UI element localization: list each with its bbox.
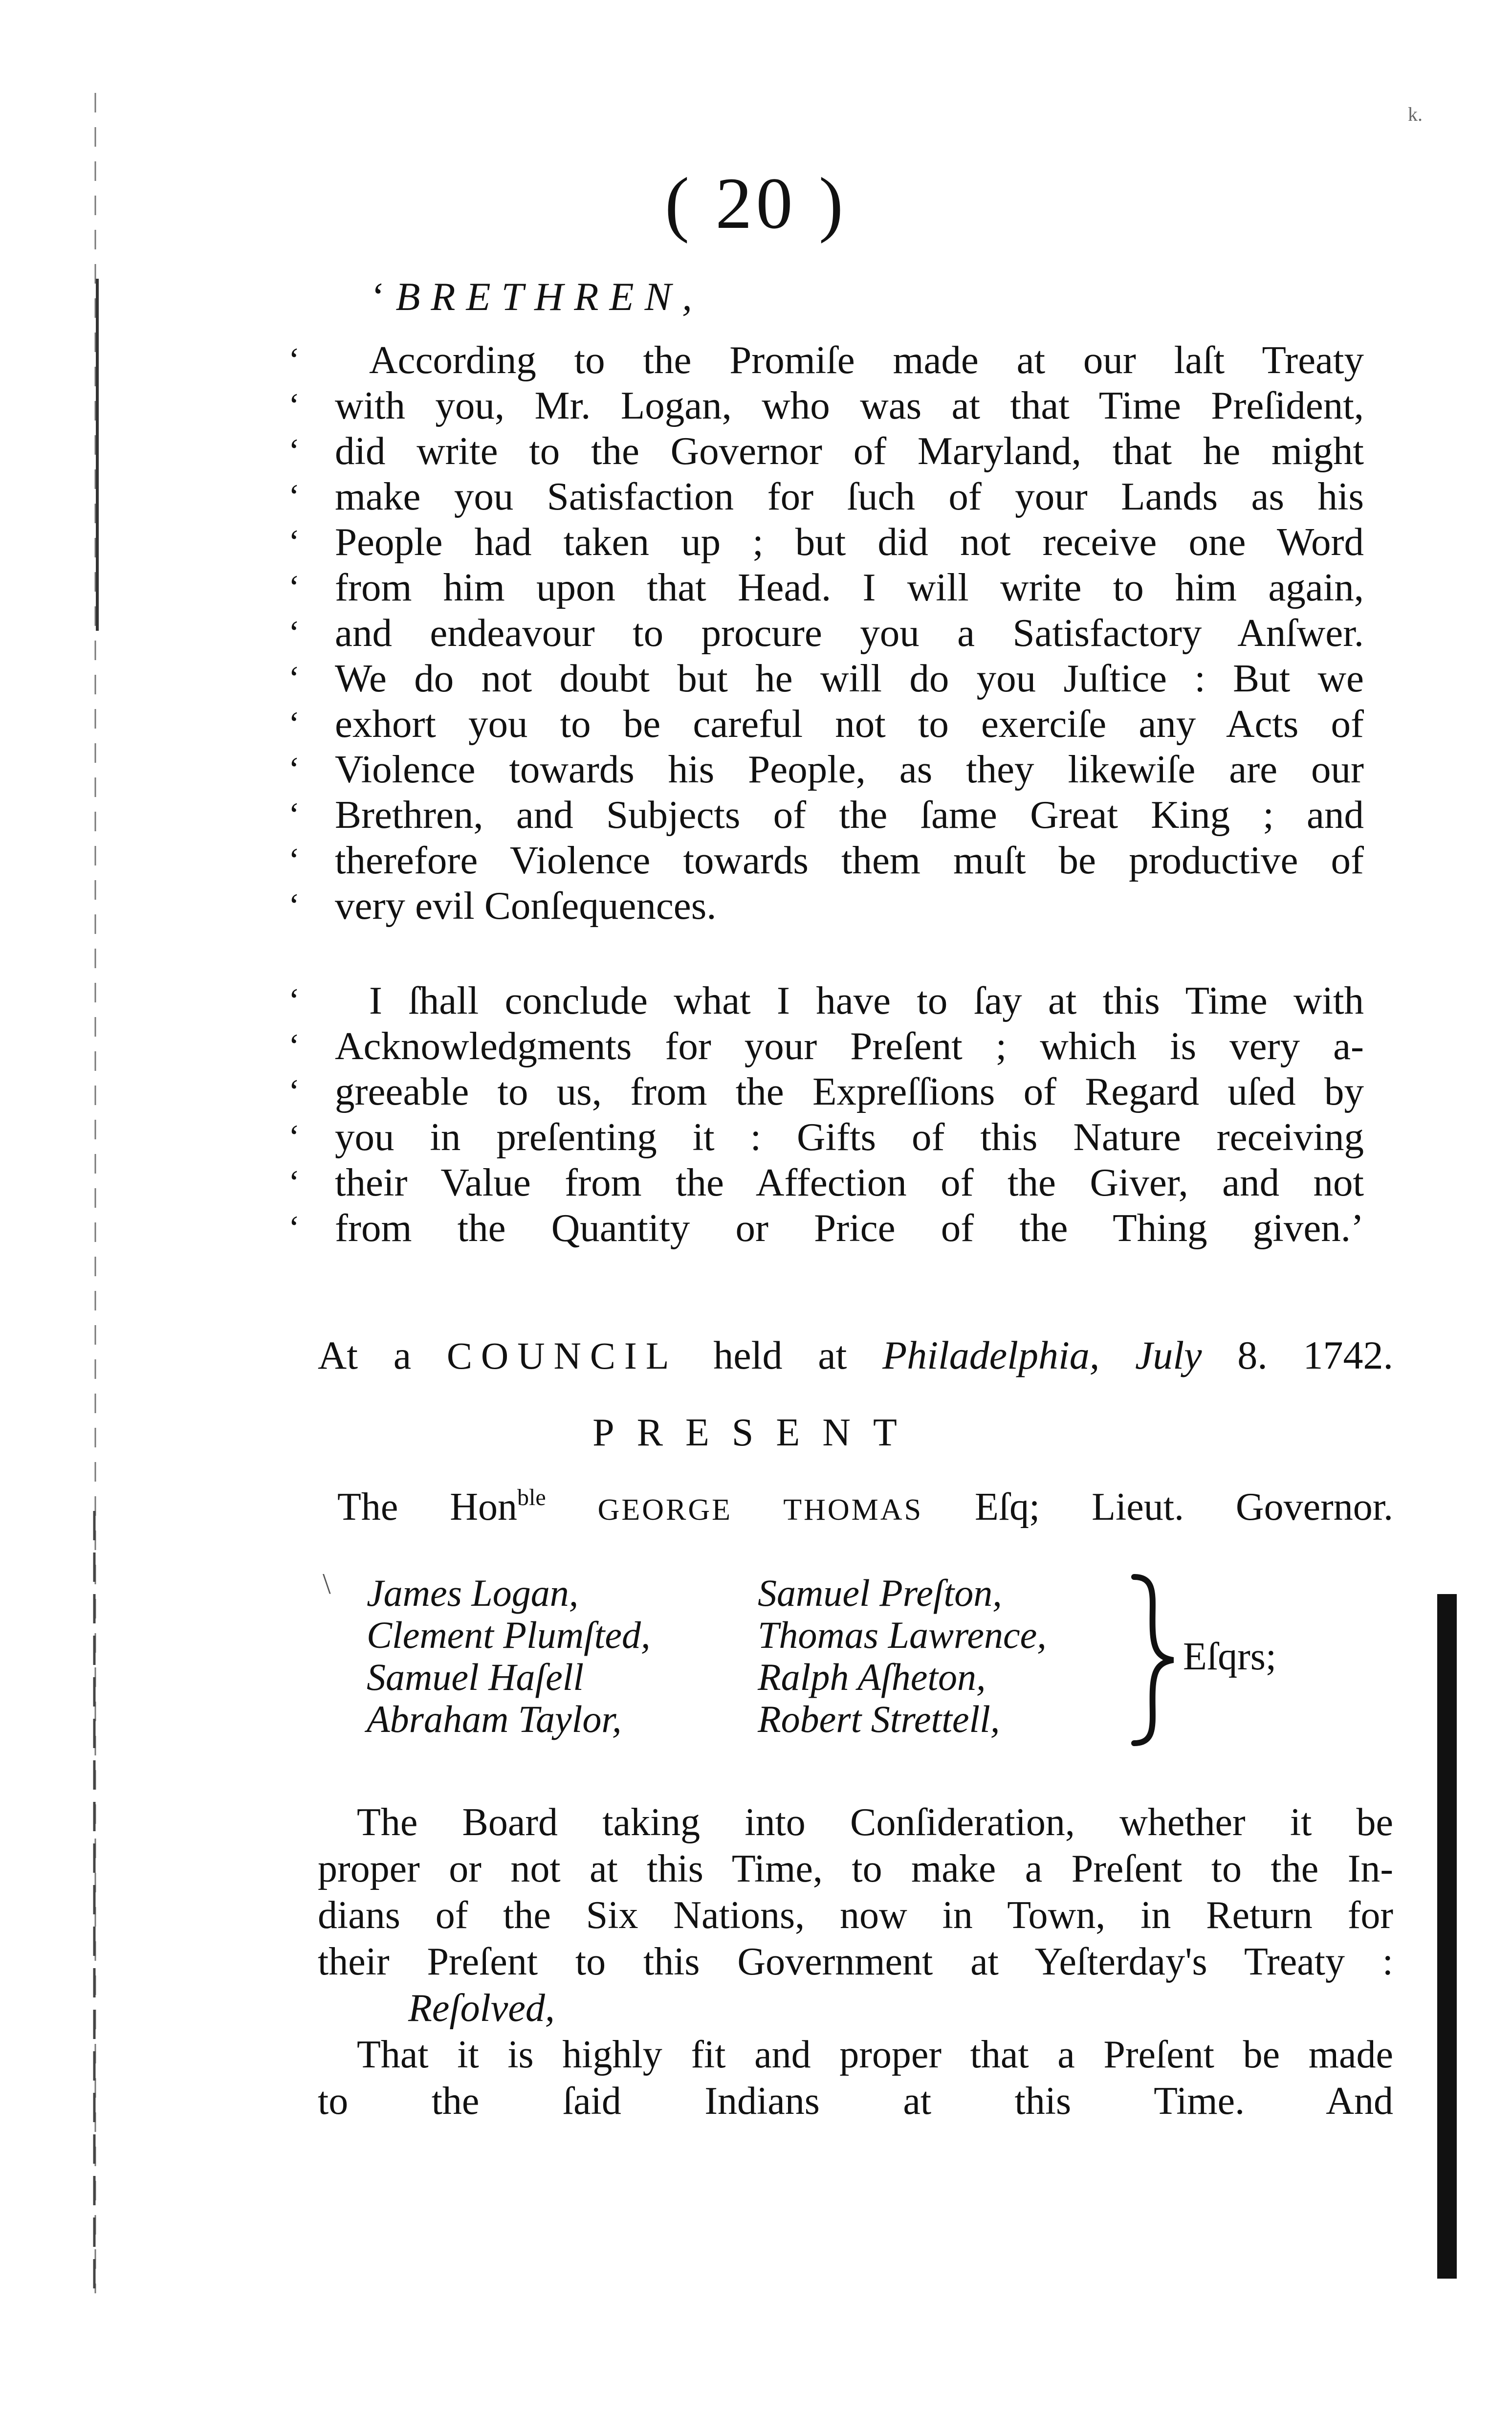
- quote-mark: ‘: [288, 341, 300, 379]
- quote-mark: ‘: [288, 478, 300, 515]
- text-line: [288, 1205, 1364, 1251]
- quote-mark: ‘: [288, 523, 300, 561]
- text-line: [288, 383, 1364, 428]
- member-name: Robert Strettell,: [758, 1698, 1000, 1740]
- line-text: therefore Violence towards them muſt be productive of: [335, 838, 1364, 882]
- quote-mark: ‘: [288, 432, 300, 470]
- member-name: Abraham Taylor,: [367, 1698, 622, 1740]
- line-text: That it is highly fit and proper that a Preſent be made: [357, 2033, 1393, 2076]
- paragraph-promise: [288, 337, 1364, 929]
- text-line: [288, 978, 1364, 1023]
- member-name: Clement Plumſted,: [367, 1614, 651, 1656]
- present-heading: PRESENT: [592, 1411, 920, 1454]
- line-text: exhort you to be careful not to exerciſe any Acts of: [335, 702, 1364, 746]
- line-text: very evil Conſequences.: [335, 884, 717, 928]
- quote-mark: ‘: [288, 1118, 300, 1156]
- text-line: [288, 701, 1364, 747]
- text-line: [318, 1846, 1393, 1892]
- member-name: James Logan,: [367, 1572, 579, 1614]
- quote-mark: ‘: [288, 705, 300, 743]
- quote-mark: ‘: [288, 982, 300, 1020]
- line-text: greeable to us, from the Expreſſions of Regard uſed by: [335, 1069, 1364, 1113]
- text-line: [288, 747, 1364, 792]
- line-text: proper or not at this Time, to make a Preſent to the In-: [318, 1847, 1393, 1890]
- line-text: I ſhall conclude what I have to ſay at this Time with: [369, 978, 1364, 1022]
- right-margin-bar: [1437, 1594, 1457, 2279]
- text-line: [318, 1939, 1393, 1985]
- quote-mark: ‘: [288, 569, 300, 606]
- text-line: [288, 610, 1364, 656]
- line-text: and endeavour to procure you a Satisfactory Anſwer.: [335, 611, 1364, 655]
- text-line: [288, 519, 1364, 565]
- salutation-quote: ‘: [372, 274, 385, 319]
- line-text: Acknowledgments for your Preſent ; which is very a-: [335, 1024, 1364, 1068]
- council-prefix: At a: [318, 1333, 412, 1377]
- council-members: [323, 1568, 1427, 1768]
- line-text: their Preſent to this Government at Yeſterday's Treaty :: [318, 1940, 1393, 1983]
- text-line: [318, 1892, 1393, 1939]
- members-column-right: [758, 1572, 1047, 1740]
- resolved-line: [318, 1985, 1393, 2032]
- text-line: [288, 337, 1364, 383]
- left-binding-edge: [86, 93, 105, 2293]
- governor-line: [337, 1484, 1393, 1530]
- line-text: did write to the Governor of Maryland, that he might: [335, 429, 1364, 473]
- text-line: [288, 838, 1364, 883]
- line-text: Brethren, and Subjects of the ſame Great King ; and: [335, 793, 1364, 837]
- line-text: According to the Promiſe made at our laſt Treaty: [369, 338, 1364, 382]
- paragraph-board: [318, 1799, 1393, 2125]
- text-line: [318, 2078, 1393, 2125]
- text-line: [318, 1799, 1393, 1846]
- quote-mark: ‘: [288, 1027, 300, 1065]
- line-text: with you, Mr. Logan, who was at that Time Preſident,: [335, 383, 1364, 427]
- governor-hon-sup: ble: [517, 1485, 546, 1510]
- text-line: [288, 656, 1364, 701]
- text-line: [288, 474, 1364, 519]
- text-line: [288, 565, 1364, 610]
- governor-hon: The Hon$^{ble}$: [337, 1485, 546, 1529]
- quote-mark: ‘: [288, 1164, 300, 1201]
- council-word: COUNCIL: [446, 1334, 678, 1377]
- text-line: [318, 2032, 1393, 2078]
- quote-mark: ‘: [288, 1209, 300, 1247]
- line-text: from him upon that Head. I will write to him again,: [335, 565, 1364, 609]
- line-text: Reſolved,: [408, 1987, 555, 2030]
- margin-tick: \: [323, 1568, 331, 1600]
- line-text: make you Satisfaction for ſuch of your Lands as his: [335, 474, 1364, 518]
- paragraph-conclusion: [288, 978, 1364, 1251]
- members-column-left: [367, 1572, 651, 1740]
- text-line: [288, 1114, 1364, 1160]
- esquires-label: Eſqrs;: [1183, 1635, 1277, 1678]
- quote-mark: ‘: [288, 660, 300, 697]
- council-heading: [318, 1332, 1393, 1378]
- quote-mark: ‘: [288, 614, 300, 652]
- text-line: [288, 792, 1364, 838]
- member-name: Samuel Haſell: [367, 1656, 584, 1698]
- salutation: [372, 274, 703, 320]
- governor-title: Eſq; Lieut. Governor.: [974, 1486, 1394, 1529]
- council-place: Philadelphia,: [882, 1333, 1100, 1377]
- line-text: from the Quantity or Price of the Thing given.’: [335, 1206, 1364, 1250]
- line-text: to the ſaid Indians at this Time. And: [318, 2080, 1393, 2123]
- quote-mark: ‘: [288, 387, 300, 424]
- text-line: [288, 883, 1364, 929]
- text-line: [288, 1023, 1364, 1069]
- line-text: dians of the Six Nations, now in Town, in Return for: [318, 1894, 1393, 1937]
- quote-mark: ‘: [288, 751, 300, 788]
- line-text: Violence towards his People, as they likewiſe are our: [335, 747, 1364, 791]
- corner-mark: k.: [1408, 103, 1423, 125]
- text-line: [288, 1160, 1364, 1205]
- line-text: their Value from the Affection of the Giver, and not: [335, 1160, 1364, 1204]
- quote-mark: ‘: [288, 1073, 300, 1110]
- line-text: We do not doubt but he will do you Juſtice : But we: [335, 656, 1364, 700]
- governor-name: GEORGE THOMAS: [597, 1493, 923, 1527]
- quote-mark: ‘: [288, 842, 300, 879]
- right-brace-icon: [1124, 1572, 1183, 1748]
- line-text: The Board taking into Conſideration, whether it be: [357, 1801, 1393, 1844]
- line-text: you in preſenting it : Gifts of this Nature receiving: [335, 1115, 1364, 1159]
- text-line: [288, 428, 1364, 474]
- salutation-text: BRETHREN,: [395, 274, 703, 319]
- member-name: Samuel Preſton,: [758, 1572, 1002, 1614]
- council-month: July: [1135, 1333, 1202, 1377]
- council-held: held at: [713, 1333, 847, 1377]
- member-name: Thomas Lawrence,: [758, 1614, 1047, 1656]
- quote-mark: ‘: [288, 796, 300, 834]
- page-number: ( 20 ): [665, 163, 847, 244]
- quote-mark: ‘: [288, 887, 300, 925]
- member-name: Ralph Aſheton,: [758, 1656, 986, 1698]
- council-date: 8. 1742.: [1237, 1333, 1394, 1377]
- line-text: People had taken up ; but did not receive one Word: [335, 520, 1364, 564]
- text-line: [288, 1069, 1364, 1114]
